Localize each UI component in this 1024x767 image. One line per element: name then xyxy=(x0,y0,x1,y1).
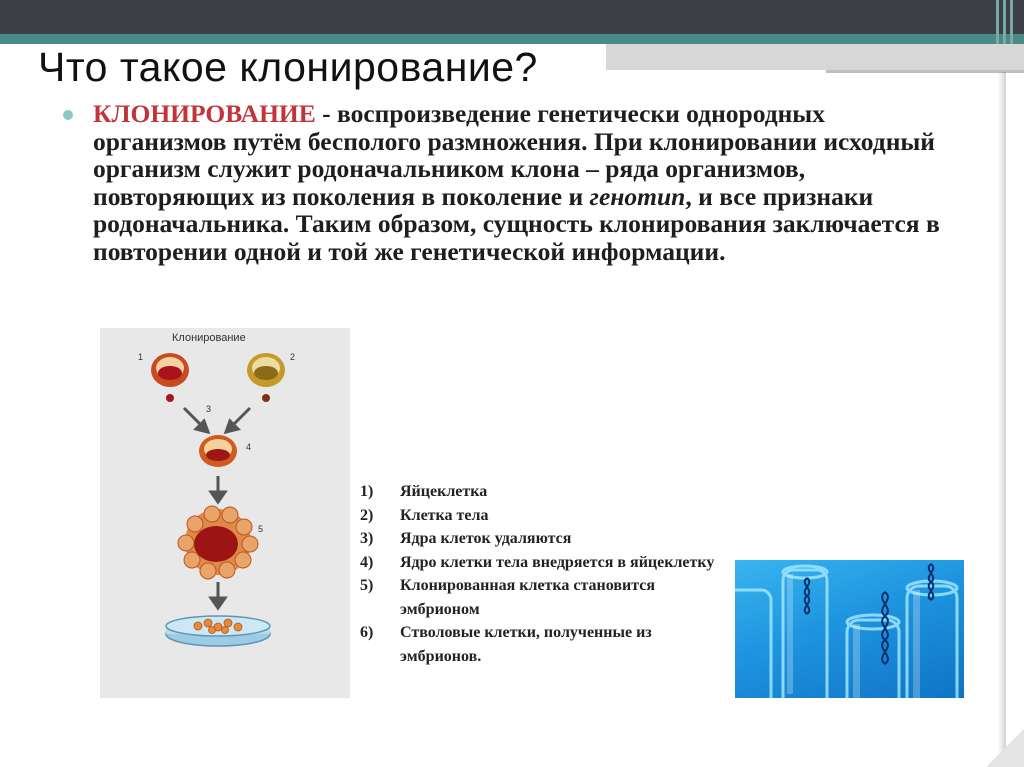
reconstructed-cell-icon xyxy=(199,435,237,467)
steps-list xyxy=(360,480,720,668)
diagram-label-4: 4 xyxy=(246,442,252,452)
list-item xyxy=(360,480,720,504)
header-stripe xyxy=(996,0,999,44)
list-item xyxy=(360,551,720,575)
list-item xyxy=(360,527,720,551)
page-curl-shadow xyxy=(998,72,1006,762)
nucleus-dot-icon xyxy=(262,394,270,402)
diagram-label-1: 1 xyxy=(138,352,144,362)
step-number: 2) xyxy=(360,506,374,524)
header-band-teal xyxy=(0,34,1024,44)
step-number: 3) xyxy=(360,530,374,547)
step-text: Ядро клетки тела внедряется в яйцеклетку xyxy=(400,553,715,571)
list-item xyxy=(360,574,720,621)
arrow-down-icon xyxy=(211,582,225,608)
step-number: 4) xyxy=(360,553,374,571)
diagram-label-3: 3 xyxy=(206,404,212,414)
list-item xyxy=(360,504,720,528)
nucleus-dot-icon xyxy=(166,394,174,402)
step-text: Яйцеклетка xyxy=(400,483,488,500)
page-curl-fold xyxy=(986,729,1024,767)
diagram-drawing xyxy=(100,328,350,698)
arrow-down-icon xyxy=(211,476,225,502)
egg-cell-icon xyxy=(151,353,189,387)
test-tubes-drawing xyxy=(735,560,964,698)
dna-helix-icon xyxy=(805,578,810,614)
diagram-label-5: 5 xyxy=(258,524,264,534)
step-number: 1) xyxy=(360,483,374,500)
step-text: Ядра клеток удаляются xyxy=(400,530,572,547)
petri-dish-icon xyxy=(166,616,270,646)
diagram-title: Клонирование xyxy=(172,332,246,344)
header-band-dark xyxy=(0,0,1024,34)
header-band-grey xyxy=(606,44,1024,70)
bullet-dot-icon xyxy=(63,110,73,120)
header-stripe xyxy=(1010,0,1013,44)
step-text: Клетка тела xyxy=(400,506,489,524)
list-item xyxy=(360,621,720,668)
definition-paragraph xyxy=(93,100,953,265)
converge-arrows-icon xyxy=(184,408,250,432)
step-number: 6) xyxy=(360,624,374,641)
body-cell-icon xyxy=(247,353,285,387)
step-number: 5) xyxy=(360,577,374,594)
slide-title: Что такое клонирование? xyxy=(38,44,538,90)
step-text: Стволовые клетки, полученные из эмбрионов. xyxy=(400,624,652,665)
definition-term: КЛОНИРОВАНИЕ xyxy=(93,99,316,128)
definition-italic: генотип xyxy=(589,181,686,211)
step-text: Клонированная клетка становится эмбрионом xyxy=(400,577,656,618)
embryo-cluster-icon xyxy=(178,506,258,579)
header-band-grey-line xyxy=(826,70,1024,73)
definition-text-1: - воспроизведение генетически однородных организмов путём бесполого размножения. При клонировании исходный организм служит родоначальником клона – ряда организмов, повторяющих из поколения в поколение и xyxy=(93,99,935,211)
test-tubes-photo xyxy=(735,560,964,698)
diagram-label-2: 2 xyxy=(290,352,296,362)
header-stripe xyxy=(1003,0,1006,44)
definition-text-2: , и все признаки родоначальника. Таким образом, сущность клонирования заключается в повторении одной и той же генетической информации. xyxy=(93,181,940,266)
cloning-diagram xyxy=(100,328,350,698)
